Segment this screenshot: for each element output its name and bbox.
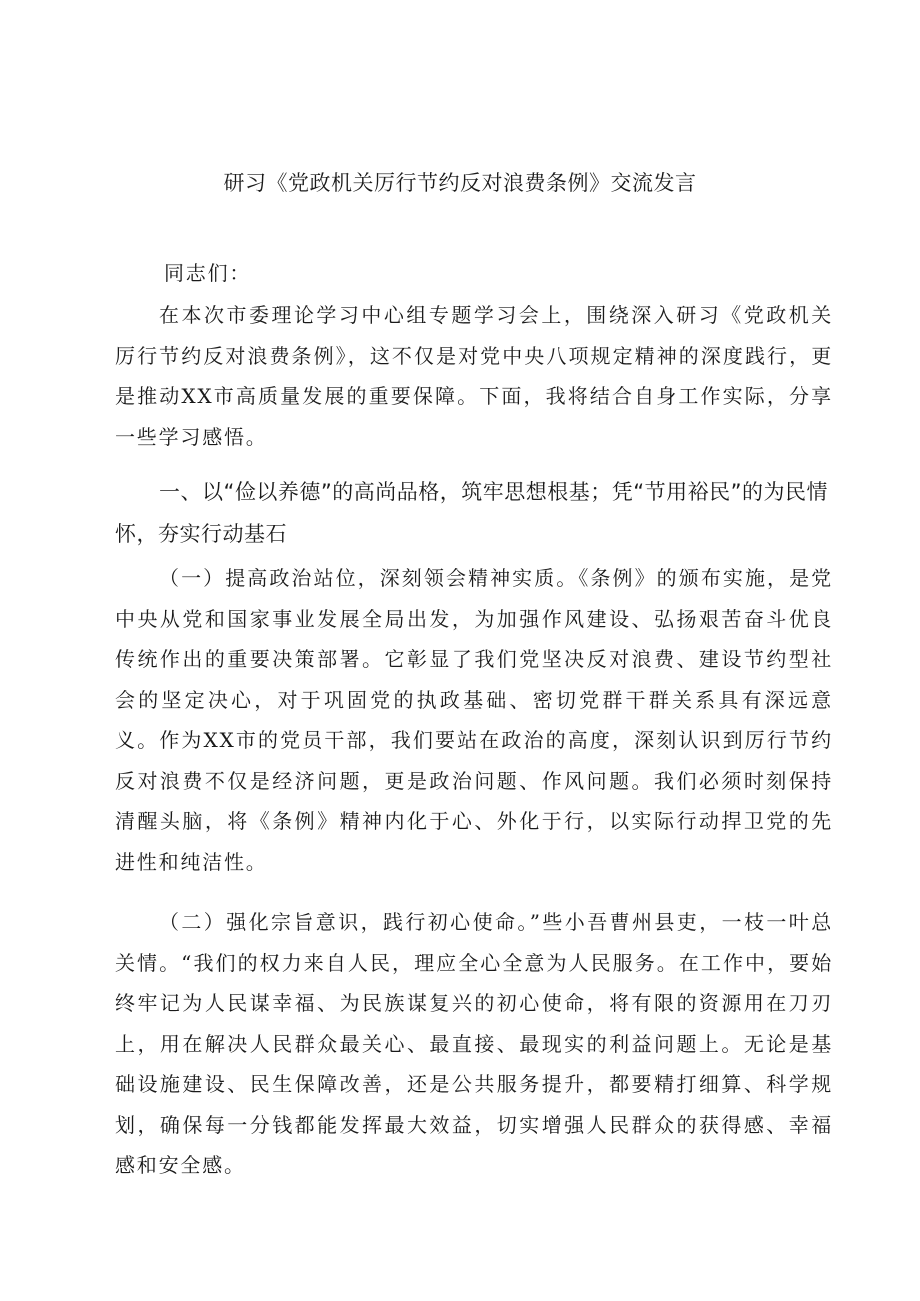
section-heading-1: 一、以“俭以养德”的高尚品格，筑牢思想根基；凭“节用裕民”的为民情怀，夯实行动基石	[115, 480, 829, 546]
document-title: 研习《党政机关厉行节约反对浪费条例》交流发言	[223, 171, 697, 195]
intro-paragraph: 在本次市委理论学习中心组专题学习会上，围绕深入研习《党政机关厉行节约反对浪费条例》，这不仅是对党中央八项规定精神的深度践行，更是推动XX市高质量发展的重要保障。下面，我将结合自身工作实际，分享一些学习感悟。	[115, 303, 833, 449]
subsection-paragraph-2: （二）强化宗旨意识，践行初心使命。”些小吾曹州县吏，一枝一叶总关情。“我们的权力来自人民，理应全心全意为人民服务。在工作中，要始终牢记为人民谋幸福、为民族谋复兴的初心使命，将有限的资源用在刀刃上，用在解决人民群众最关心、最直接、最现实的利益问题上。无论是基础设施建设、民生保障改善，还是公共服务提升，都要精打细算、科学规划，确保每一分钱都能发挥最大效益，切实增强人民群众的获得感、幸福感和安全感。	[115, 910, 833, 1177]
greeting: 同志们：	[164, 261, 252, 285]
subsection-paragraph-1: （一）提高政治站位，深刻领会精神实质。《条例》的颁布实施，是党中央从党和国家事业发展全局出发，为加强作风建设、弘扬艰苦奋斗优良传统作出的重要决策部署。它彰显了我们党坚决反对浪费、建设节约型社会的坚定决心，对于巩固党的执政基础、密切党群干群关系具有深远意义。作为XX市的党员干部，我们要站在政治的高度，深刻认识到厉行节约反对浪费不仅是经济问题，更是政治问题、作风问题。我们必须时刻保持清醒头脑，将《条例》精神内化于心、外化于行，以实际行动捍卫党的先进性和纯洁性。	[115, 566, 833, 874]
